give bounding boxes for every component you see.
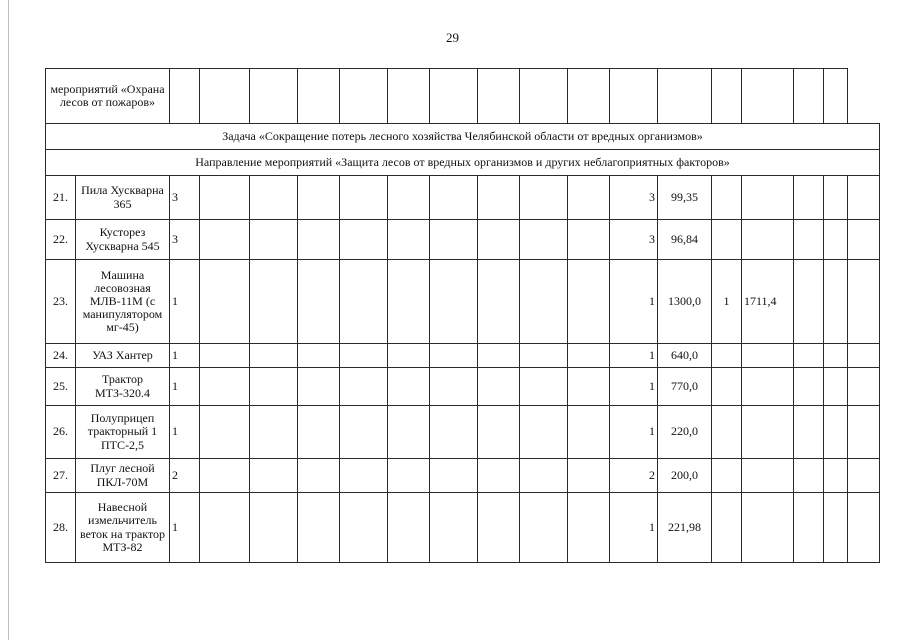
empty-cell [200,260,250,344]
cost-total: 640,0 [658,344,712,368]
quantity-plan: 1 [170,260,200,344]
empty-cell [520,368,568,406]
empty-cell [388,260,430,344]
empty-cell [388,220,430,260]
quantity-total: 1 [610,406,658,459]
empty-cell [794,368,824,406]
empty-cell [298,493,340,563]
table-row [46,176,880,220]
empty-cell [794,406,824,459]
empty-cell [478,406,520,459]
empty-cell [200,220,250,260]
row-number: 22. [46,220,76,260]
row-number: 26. [46,406,76,459]
empty-cell [340,176,388,220]
item-name: Полуприцеп тракторный 1 ПТС-2,5 [76,406,170,459]
empty-cell [200,344,250,368]
quantity-plan: 1 [170,493,200,563]
table-body [46,69,880,563]
empty-cell [568,260,610,344]
item-name: Пила Хускварна 365 [76,176,170,220]
cost-second [742,176,794,220]
empty-cell [794,260,824,344]
quantity-total: 1 [610,368,658,406]
empty-cell [250,493,298,563]
empty-cell [388,493,430,563]
item-name: Машина лесовозная МЛВ-11М (с манипулятором мг-45) [76,260,170,344]
quantity-total: 1 [610,493,658,563]
empty-cell [430,344,478,368]
empty-cell [340,493,388,563]
equipment-table [45,68,880,563]
cost-second [742,220,794,260]
empty-cell [200,406,250,459]
table-row [46,368,880,406]
row-number: 28. [46,493,76,563]
item-name: Кусторез Хускварна 545 [76,220,170,260]
empty-cell [388,406,430,459]
empty-cell [298,220,340,260]
cost-second: 1711,4 [742,260,794,344]
empty-cell [340,406,388,459]
item-name: Навесной измельчитель веток на трактор МТЗ-82 [76,493,170,563]
quantity-second [712,176,742,220]
cost-total: 770,0 [658,368,712,406]
empty-cell [824,176,848,220]
empty-cell [430,220,478,260]
empty-cell [568,176,610,220]
quantity-plan: 3 [170,176,200,220]
empty-cell [794,493,824,563]
empty-cell [430,368,478,406]
empty-cell [200,493,250,563]
empty-cell [340,368,388,406]
item-name: Плуг лесной ПКЛ-70М [76,459,170,493]
empty-cell [430,406,478,459]
quantity-second [712,406,742,459]
empty-cell [848,260,880,344]
empty-cell [848,220,880,260]
empty-cell [298,344,340,368]
task-row-text: Задача «Сокращение потерь лесного хозяйства Челябинской области от вредных организмов» [46,124,880,150]
cost-total: 96,84 [658,220,712,260]
empty-cell [298,260,340,344]
row-number: 21. [46,176,76,220]
table-row [46,459,880,493]
empty-cell [430,459,478,493]
empty-cell [568,406,610,459]
quantity-second [712,344,742,368]
continuation-row [46,69,880,124]
empty-cell [250,344,298,368]
empty-cell [478,220,520,260]
empty-cell [848,368,880,406]
cost-second [742,493,794,563]
empty-cell [520,344,568,368]
empty-cell [568,220,610,260]
cost-second [742,406,794,459]
empty-cell [568,493,610,563]
empty-cell [478,459,520,493]
empty-cell [478,368,520,406]
empty-cell [340,260,388,344]
table-row [46,220,880,260]
empty-cell [200,459,250,493]
empty-cell [824,260,848,344]
direction-row [46,150,880,176]
cost-total: 221,98 [658,493,712,563]
quantity-total: 3 [610,176,658,220]
empty-cell [520,459,568,493]
empty-cell [298,406,340,459]
empty-cell [848,459,880,493]
empty-cell [478,493,520,563]
empty-cell [250,260,298,344]
empty-cell [794,344,824,368]
table-row [46,406,880,459]
cost-total: 200,0 [658,459,712,493]
quantity-plan: 2 [170,459,200,493]
quantity-plan: 3 [170,220,200,260]
empty-cell [250,220,298,260]
empty-cell [568,368,610,406]
quantity-second [712,493,742,563]
item-name: Трактор МТЗ-320.4 [76,368,170,406]
quantity-total: 3 [610,220,658,260]
empty-cell [340,459,388,493]
empty-cell [568,344,610,368]
empty-cell [478,260,520,344]
quantity-plan: 1 [170,406,200,459]
empty-cell [794,176,824,220]
empty-cell [478,344,520,368]
empty-cell [340,344,388,368]
row-number: 25. [46,368,76,406]
empty-cell [298,368,340,406]
cost-total: 220,0 [658,406,712,459]
quantity-plan: 1 [170,368,200,406]
row-number: 23. [46,260,76,344]
empty-cell [848,176,880,220]
quantity-second: 1 [712,260,742,344]
empty-cell [520,493,568,563]
empty-cell [848,493,880,563]
empty-cell [340,220,388,260]
continuation-name-cell: мероприятий «Охрана лесов от пожаров» [46,69,170,124]
row-number: 27. [46,459,76,493]
cost-total: 99,35 [658,176,712,220]
quantity-second [712,220,742,260]
empty-cell [430,260,478,344]
empty-cell [430,176,478,220]
direction-row-text: Направление мероприятий «Защита лесов от вредных организмов и других неблагоприятных факторов» [46,150,880,176]
empty-cell [478,176,520,220]
empty-cell [520,260,568,344]
empty-cell [388,459,430,493]
empty-cell [520,176,568,220]
empty-cell [520,220,568,260]
quantity-total: 1 [610,344,658,368]
empty-cell [388,176,430,220]
table-row [46,493,880,563]
task-row [46,124,880,150]
empty-cell [568,459,610,493]
empty-cell [298,459,340,493]
empty-cell [824,368,848,406]
empty-cell [824,493,848,563]
quantity-second [712,368,742,406]
cost-second [742,459,794,493]
cost-second [742,344,794,368]
empty-cell [388,368,430,406]
cost-second [742,368,794,406]
empty-cell [250,176,298,220]
quantity-total: 2 [610,459,658,493]
row-number: 24. [46,344,76,368]
page-number: 29 [446,30,459,45]
empty-cell [824,406,848,459]
empty-cell [794,459,824,493]
quantity-plan: 1 [170,344,200,368]
left-margin-rule [8,0,9,640]
quantity-second [712,459,742,493]
empty-cell [200,368,250,406]
empty-cell [430,493,478,563]
empty-cell [848,406,880,459]
empty-cell [824,344,848,368]
empty-cell [824,459,848,493]
empty-cell [794,220,824,260]
empty-cell [250,368,298,406]
empty-cell [200,176,250,220]
empty-cell [298,176,340,220]
empty-cell [848,344,880,368]
empty-cell [520,406,568,459]
empty-cell [388,344,430,368]
cost-total: 1300,0 [658,260,712,344]
table-row [46,344,880,368]
empty-cell [824,220,848,260]
quantity-total: 1 [610,260,658,344]
item-name: УАЗ Хантер [76,344,170,368]
empty-cell [250,406,298,459]
table-row [46,260,880,344]
empty-cell [250,459,298,493]
